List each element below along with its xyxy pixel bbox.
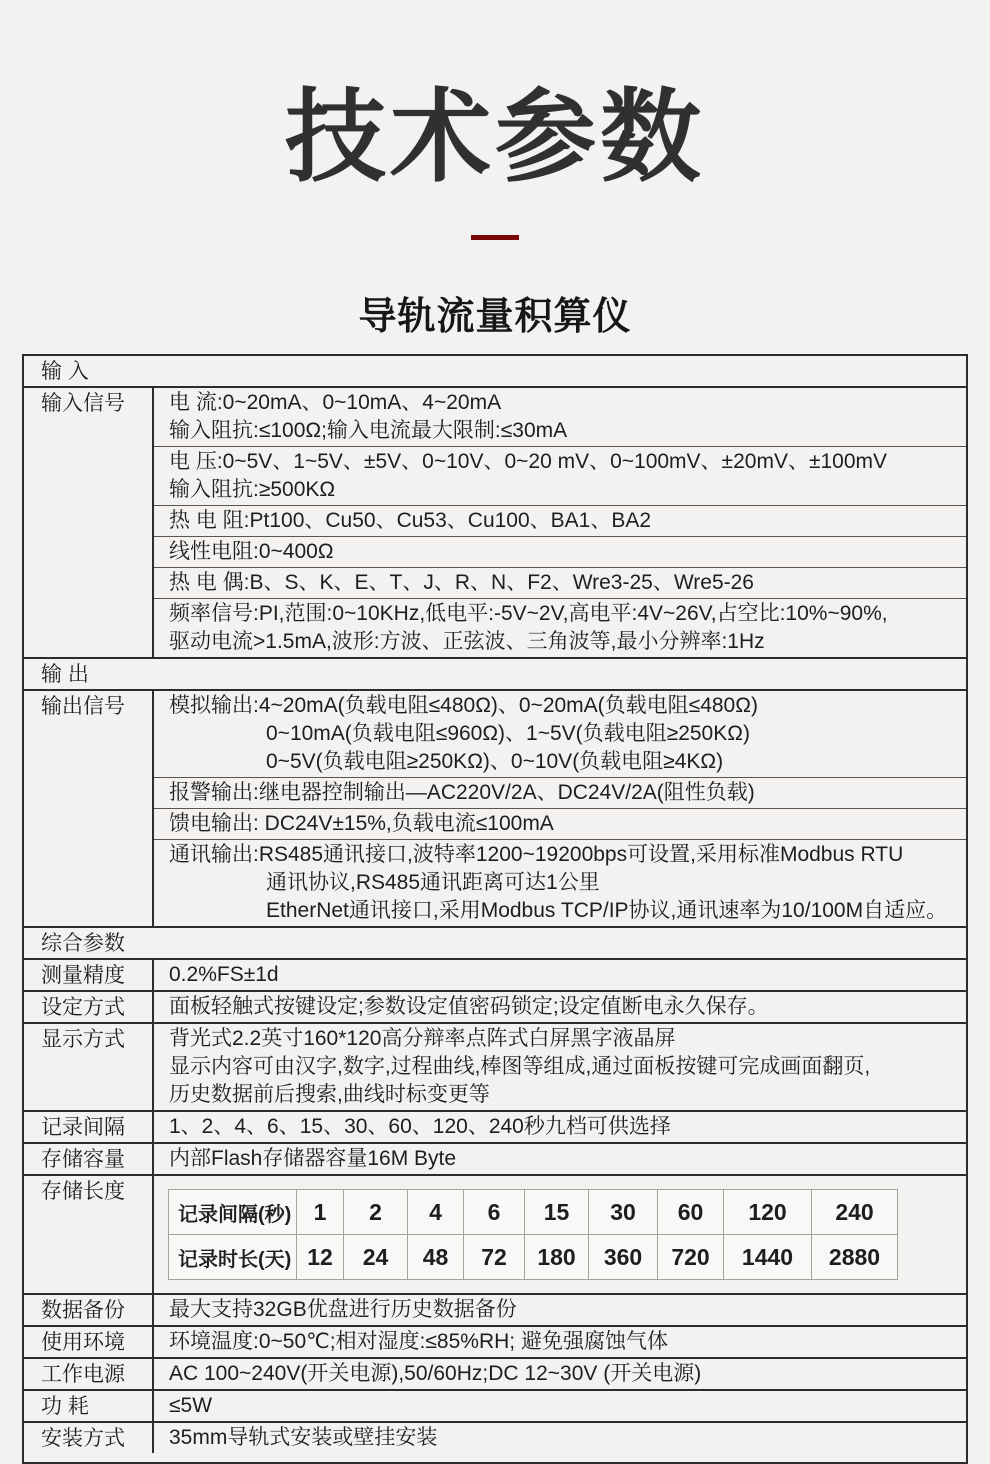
subrow-rtd	[154, 505, 966, 536]
duration-cell: 1440	[724, 1235, 812, 1280]
row-storage-capacity	[24, 1142, 966, 1174]
interval-cell: 6	[464, 1190, 525, 1235]
duration-cell: 48	[408, 1235, 464, 1280]
subrow-frequency	[154, 598, 966, 657]
row-label-mounting: 安装方式	[24, 1423, 154, 1453]
accuracy-value: 0.2%FS±1d	[169, 963, 279, 987]
duration-row	[169, 1235, 898, 1280]
communication-output-line-2: 通讯协议,RS485通讯距离可达1公里	[266, 871, 600, 895]
storage-capacity-value: 内部Flash存储器容量16M Byte	[169, 1147, 457, 1171]
row-label-power: 工作电源	[24, 1359, 154, 1389]
subrow-current	[154, 388, 966, 446]
frequency-spec-line-1: 频率信号:PI,范围:0~10KHz,低电平:-5V~2V,高电平:4V~26V,占空比:10%~90%,	[169, 602, 888, 626]
subrow-alarm-output	[154, 777, 966, 808]
subrow-analog-output	[154, 691, 966, 777]
subrow-voltage	[154, 446, 966, 505]
interval-cell: 1	[297, 1190, 344, 1235]
row-label-environment: 使用环境	[24, 1327, 154, 1357]
row-output-signal	[24, 689, 966, 926]
storage-length-table	[168, 1189, 898, 1280]
mounting-value: 35mm导轨式安装或壁挂安装	[169, 1426, 438, 1450]
setting-value: 面板轻触式按键设定;参数设定值密码锁定;设定值断电永久保存。	[169, 995, 769, 1019]
analog-output-line-3: 0~5V(负载电阻≥250KΩ)、0~10V(负载电阻≥4KΩ)	[266, 750, 724, 774]
row-mounting	[24, 1421, 966, 1462]
row-label-storage-capacity: 存储容量	[24, 1144, 154, 1174]
subrow-communication-output	[154, 839, 966, 926]
row-environment	[24, 1325, 966, 1357]
row-accuracy	[24, 958, 966, 990]
thermocouple-spec-line: 热 电 偶:B、S、K、E、T、J、R、N、F2、Wre3-25、Wre5-26	[169, 571, 754, 595]
duration-cell: 2880	[812, 1235, 898, 1280]
duration-row-label: 记录时长(天)	[169, 1235, 297, 1280]
record-interval-value: 1、2、4、6、15、30、60、120、240秒九档可供选择	[169, 1115, 671, 1139]
power-value: AC 100~240V(开关电源),50/60Hz;DC 12~30V (开关电源)	[169, 1362, 702, 1386]
linear-resistance-spec-line: 线性电阻:0~400Ω	[169, 540, 334, 564]
analog-output-line-1: 模拟输出:4~20mA(负载电阻≤480Ω)、0~20mA(负载电阻≤480Ω)	[169, 694, 758, 718]
voltage-spec-line-2: 输入阻抗:≥500KΩ	[169, 478, 336, 502]
duration-cell: 720	[658, 1235, 724, 1280]
row-storage-length	[24, 1174, 966, 1293]
analog-output-line-2: 0~10mA(负载电阻≤960Ω)、1~5V(负载电阻≥250KΩ)	[266, 722, 750, 746]
row-label-backup: 数据备份	[24, 1295, 154, 1325]
voltage-spec-line-1: 电 压:0~5V、1~5V、±5V、0~10V、0~20 mV、0~100mV、±20mV、±100mV	[169, 450, 888, 474]
interval-row-label: 记录间隔(秒)	[169, 1190, 297, 1235]
display-line-2: 显示内容可由汉字,数字,过程曲线,棒图等组成,通过面板按键可完成画面翻页,	[169, 1055, 871, 1079]
interval-cell: 240	[812, 1190, 898, 1235]
spec-table	[22, 354, 968, 1464]
row-setting	[24, 990, 966, 1022]
display-line-3: 历史数据前后搜索,曲线时标变更等	[169, 1083, 490, 1107]
row-label-record-interval: 记录间隔	[24, 1112, 154, 1142]
duration-cell: 72	[464, 1235, 525, 1280]
frequency-spec-line-2: 驱动电流>1.5mA,波形:方波、正弦波、三角波等,最小分辨率:1Hz	[169, 630, 765, 654]
duration-cell: 360	[589, 1235, 658, 1280]
row-label-storage-length: 存储长度	[24, 1176, 154, 1293]
alarm-output-line: 报警输出:继电器控制输出—AC220V/2A、DC24V/2A(阻性负载)	[169, 781, 755, 805]
row-label-setting: 设定方式	[24, 992, 154, 1022]
communication-output-line-3: EtherNet通讯接口,采用Modbus TCP/IP协议,通讯速率为10/100M自适应。	[266, 899, 948, 923]
row-label-output-signal: 输出信号	[24, 691, 154, 926]
consumption-value: ≤5W	[169, 1394, 213, 1418]
row-record-interval	[24, 1110, 966, 1142]
row-consumption	[24, 1389, 966, 1421]
interval-cell: 15	[525, 1190, 589, 1235]
row-power	[24, 1357, 966, 1389]
product-subtitle: 导轨流量积算仪	[358, 296, 632, 339]
interval-cell: 60	[658, 1190, 724, 1235]
interval-cell: 30	[589, 1190, 658, 1235]
subrow-linear-resistance	[154, 536, 966, 567]
display-line-1: 背光式2.2英寸160*120高分辩率点阵式白屏黑字液晶屏	[169, 1027, 676, 1051]
row-input-signal	[24, 386, 966, 657]
duration-cell: 180	[525, 1235, 589, 1280]
interval-cell: 4	[408, 1190, 464, 1235]
row-display	[24, 1022, 966, 1110]
input-signal-content	[154, 388, 966, 657]
interval-row	[169, 1190, 898, 1235]
row-backup	[24, 1293, 966, 1325]
backup-value: 最大支持32GB优盘进行历史数据备份	[169, 1298, 517, 1322]
current-spec-line-1: 电 流:0~20mA、0~10mA、4~20mA	[169, 391, 502, 415]
row-label-display: 显示方式	[24, 1024, 154, 1110]
current-spec-line-2: 输入阻抗:≤100Ω;输入电流最大限制:≤30mA	[169, 419, 568, 443]
section-header-general: 综合参数	[24, 926, 966, 958]
duration-cell: 24	[344, 1235, 408, 1280]
section-header-input: 输 入	[41, 360, 89, 384]
communication-output-line-1: 通讯输出:RS485通讯接口,波特率1200~19200bps可设置,采用标准Modbus RTU	[169, 843, 904, 867]
page-header	[0, 0, 990, 338]
title-accent-dash	[471, 235, 519, 240]
output-signal-content	[154, 691, 966, 926]
interval-cell: 2	[344, 1190, 408, 1235]
subrow-thermocouple	[154, 567, 966, 598]
page-title: 技术参数	[284, 82, 705, 194]
feed-output-line: 馈电输出: DC24V±15%,负载电流≤100mA	[169, 812, 554, 836]
interval-cell: 120	[724, 1190, 812, 1235]
row-label-input-signal: 输入信号	[24, 388, 154, 657]
subrow-feed-output	[154, 808, 966, 839]
row-label-consumption: 功 耗	[24, 1391, 154, 1421]
rtd-spec-line: 热 电 阻:Pt100、Cu50、Cu53、Cu100、BA1、BA2	[169, 509, 652, 533]
environment-value: 环境温度:0~50℃;相对湿度:≤85%RH; 避免强腐蚀气体	[169, 1330, 668, 1354]
section-header-output: 输 出	[24, 657, 966, 689]
duration-cell: 12	[297, 1235, 344, 1280]
row-label-accuracy: 测量精度	[24, 960, 154, 990]
